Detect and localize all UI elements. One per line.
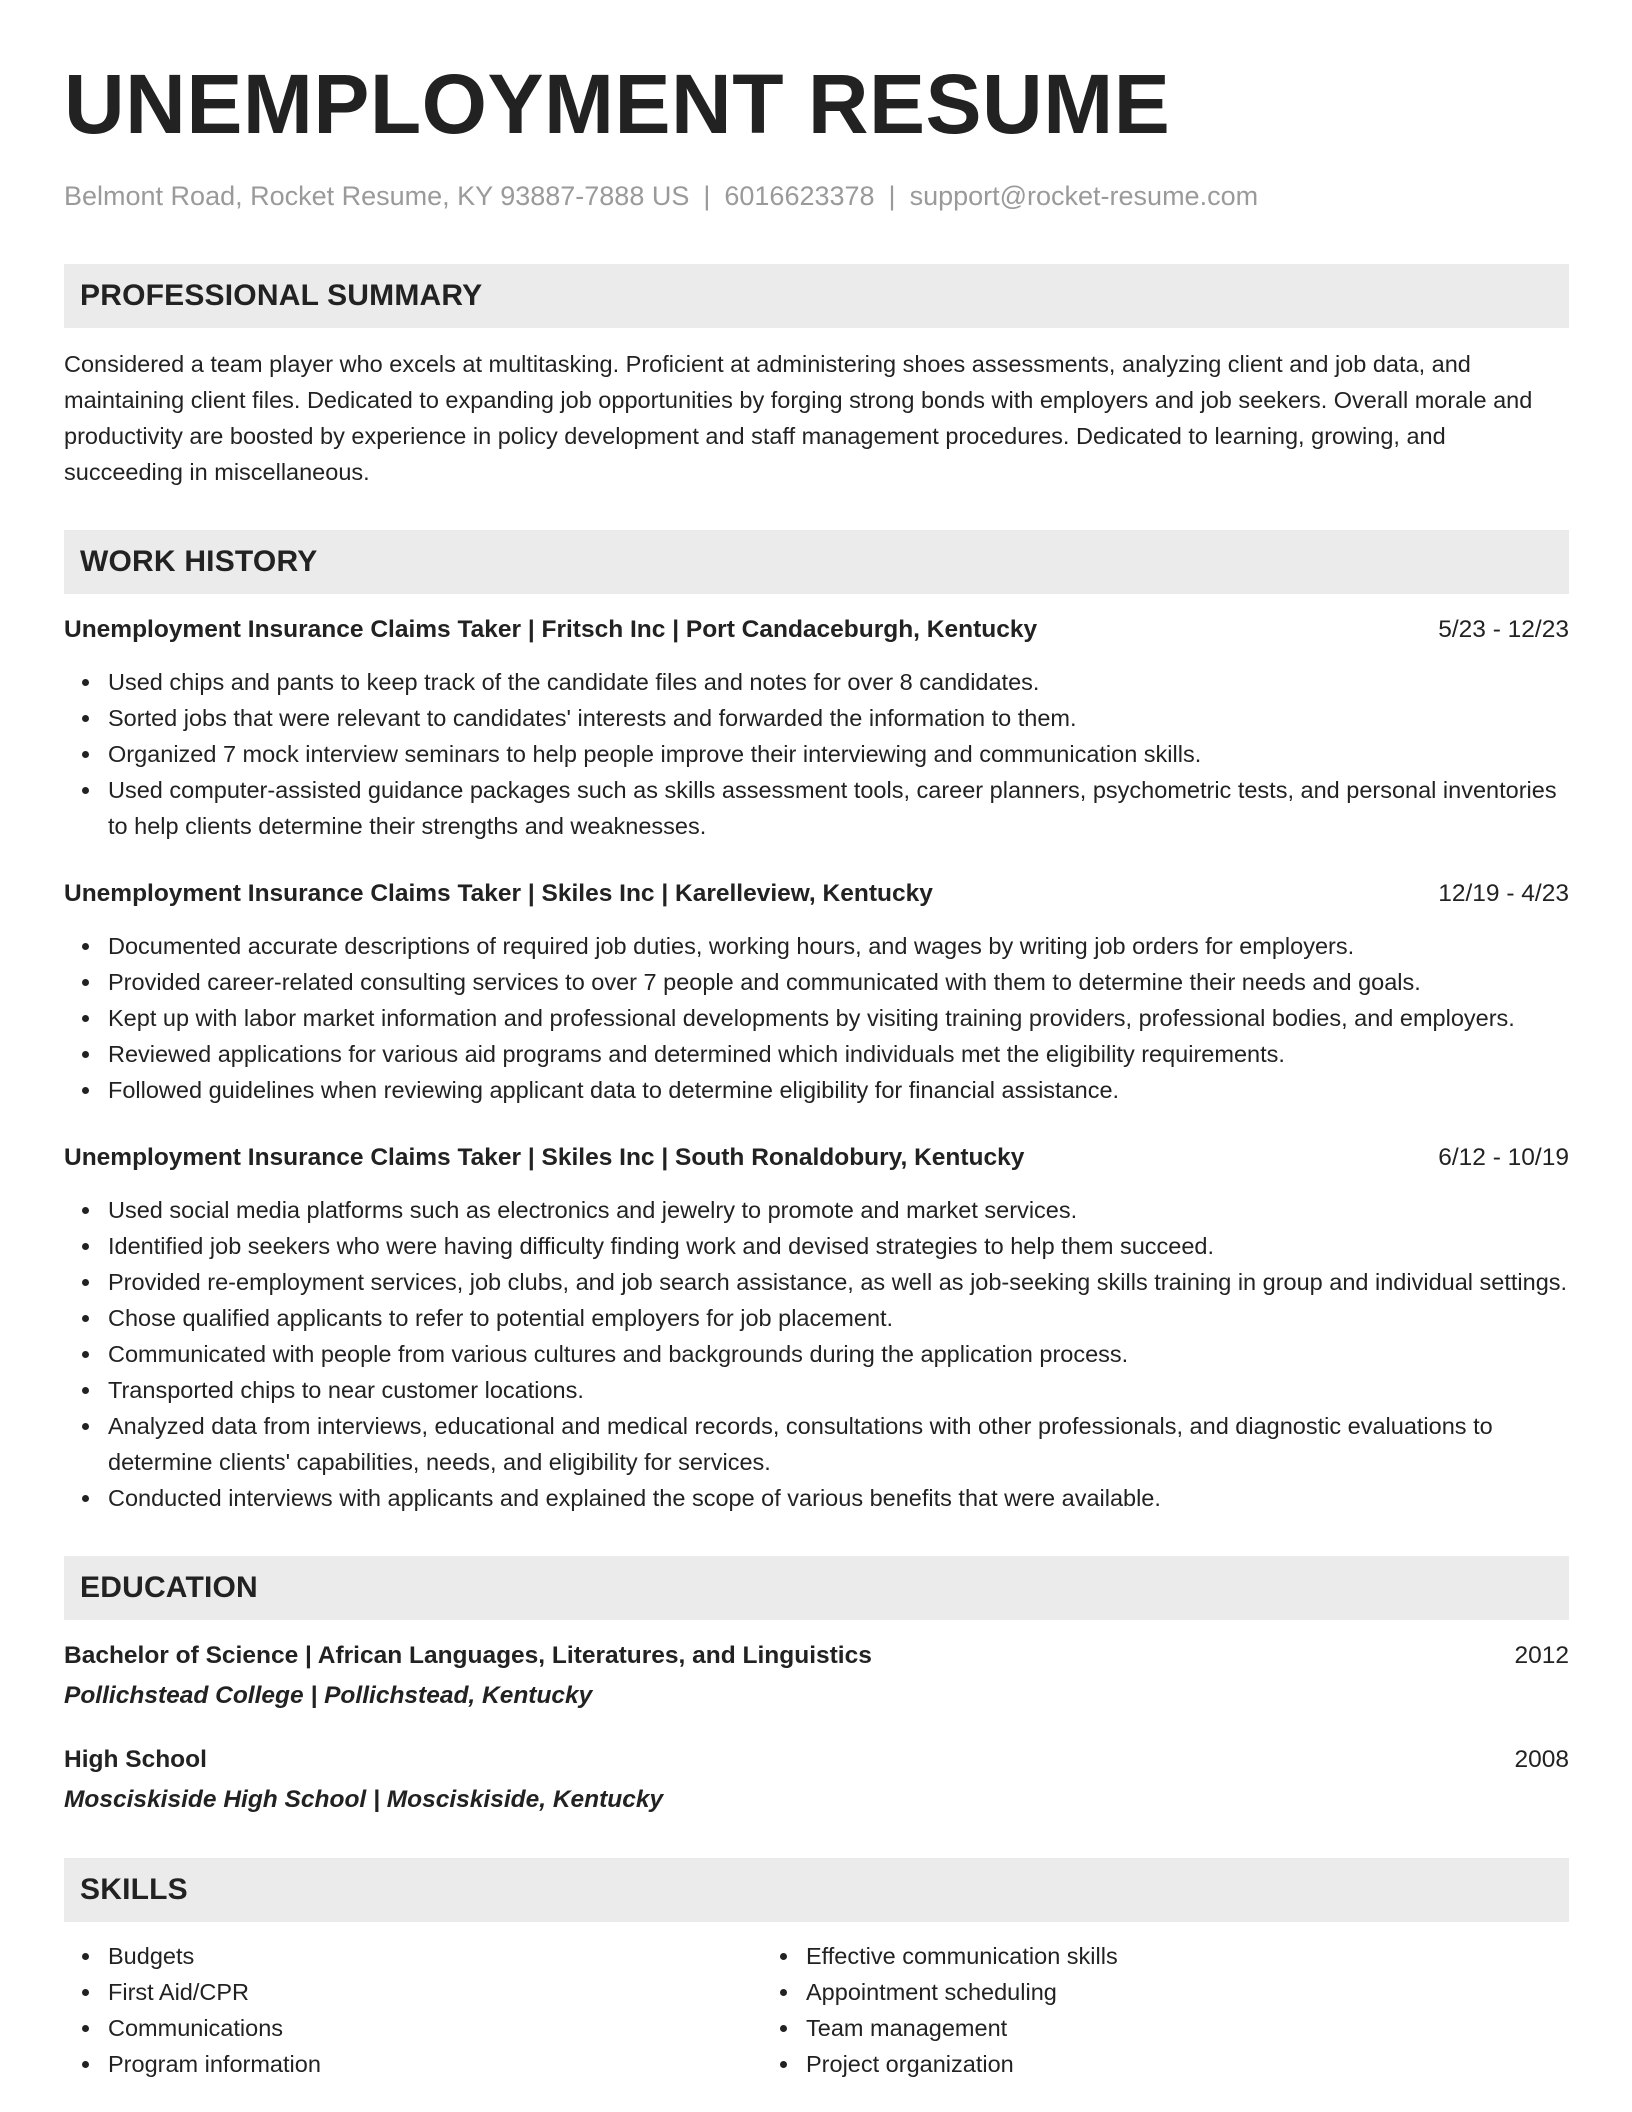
job-bullet: Transported chips to near customer locations.	[108, 1372, 1569, 1408]
education-header	[64, 1742, 1569, 1778]
education-entry	[64, 1638, 1569, 1714]
job-bullets	[64, 1192, 1569, 1516]
job-dates: 6/12 - 10/19	[1438, 1144, 1569, 1171]
job-bullets	[64, 664, 1569, 844]
education-entry	[64, 1742, 1569, 1818]
skills-list	[64, 1938, 1569, 2082]
contact-phone: 6016623378	[724, 181, 875, 211]
contact-address: Belmont Road, Rocket Resume, KY 93887-7888 US	[64, 181, 690, 211]
job-entry	[64, 1140, 1569, 1516]
skill-item: Effective communication skills	[806, 1938, 1118, 1974]
job-bullet: Sorted jobs that were relevant to candidates' interests and forwarded the information to them.	[108, 700, 1569, 736]
skills-column-1	[64, 1938, 762, 2082]
job-bullet: Used computer-assisted guidance packages such as skills assessment tools, career planners, psychometric tests, and personal inventories to help clients determine their strengths and weaknesses.	[108, 772, 1569, 844]
skill-item: Appointment scheduling	[806, 1974, 1118, 2010]
skill-item: Budgets	[108, 1938, 762, 1974]
summary-text: Considered a team player who excels at multitasking. Proficient at administering shoes assessments, analyzing client and job data, and maintaining client files. Dedicated to expanding job opportunities by forging strong bonds with employers and job seekers. Overall morale and productivity are boosted by experience in policy development and staff management procedures. Dedicated to learning, growing, and succeeding in miscellaneous.	[64, 351, 1533, 485]
education-degree: High School	[64, 1746, 207, 1773]
education-school: Mosciskiside High School | Mosciskiside, Kentucky	[64, 1786, 664, 1813]
skills-column-2	[762, 1938, 1118, 2082]
job-bullet: Documented accurate descriptions of required job duties, working hours, and wages by writing job orders for employers.	[108, 928, 1569, 964]
job-bullet: Communicated with people from various cultures and backgrounds during the application process.	[108, 1336, 1569, 1372]
skill-item: Project organization	[806, 2046, 1118, 2082]
skill-item: Program information	[108, 2046, 762, 2082]
job-bullets	[64, 928, 1569, 1108]
job-title: Unemployment Insurance Claims Taker | Fritsch Inc | Port Candaceburgh, Kentucky	[64, 616, 1038, 643]
skill-item: First Aid/CPR	[108, 1974, 762, 2010]
job-title: Unemployment Insurance Claims Taker | Skiles Inc | South Ronaldobury, Kentucky	[64, 1144, 1025, 1171]
job-bullet: Organized 7 mock interview seminars to help people improve their interviewing and communication skills.	[108, 736, 1569, 772]
education-school: Pollichstead College | Pollichstead, Kentucky	[64, 1682, 593, 1709]
job-dates: 5/23 - 12/23	[1438, 616, 1569, 643]
contact-line	[64, 178, 1569, 214]
job-bullet: Followed guidelines when reviewing applicant data to determine eligibility for financial assistance.	[108, 1072, 1569, 1108]
education-year: 2008	[1514, 1746, 1569, 1773]
job-bullet: Conducted interviews with applicants and explained the scope of various benefits that were available.	[108, 1480, 1569, 1516]
contact-separator: |	[703, 181, 711, 211]
job-bullet: Provided re-employment services, job clubs, and job search assistance, as well as job-seeking skills training in group and individual settings.	[108, 1264, 1569, 1300]
job-entry	[64, 612, 1569, 844]
resume-title: UNEMPLOYMENT RESUME	[64, 57, 1171, 151]
education-year: 2012	[1514, 1642, 1569, 1669]
job-bullet: Chose qualified applicants to refer to potential employers for job placement.	[108, 1300, 1569, 1336]
job-bullet: Provided career-related consulting services to over 7 people and communicated with them to determine their needs and goals.	[108, 964, 1569, 1000]
section-heading-education: EDUCATION	[64, 1556, 1569, 1620]
job-dates: 12/19 - 4/23	[1438, 880, 1569, 907]
education-header	[64, 1638, 1569, 1674]
job-title: Unemployment Insurance Claims Taker | Skiles Inc | Karelleview, Kentucky	[64, 880, 933, 907]
education-degree: Bachelor of Science | African Languages, Literatures, and Linguistics	[64, 1642, 872, 1669]
contact-separator: |	[888, 181, 896, 211]
job-header	[64, 612, 1569, 648]
section-heading-work-history: WORK HISTORY	[64, 530, 1569, 594]
job-header	[64, 876, 1569, 912]
section-heading-summary: PROFESSIONAL SUMMARY	[64, 264, 1569, 328]
job-bullet: Reviewed applications for various aid programs and determined which individuals met the eligibility requirements.	[108, 1036, 1569, 1072]
skill-item: Communications	[108, 2010, 762, 2046]
job-bullet: Used chips and pants to keep track of the candidate files and notes for over 8 candidates.	[108, 664, 1569, 700]
job-bullet: Identified job seekers who were having difficulty finding work and devised strategies to help them succeed.	[108, 1228, 1569, 1264]
job-entry	[64, 876, 1569, 1108]
section-heading-skills: SKILLS	[64, 1858, 1569, 1922]
contact-email: support@rocket-resume.com	[909, 181, 1259, 211]
job-bullet: Kept up with labor market information and professional developments by visiting training providers, professional bodies, and employers.	[108, 1000, 1569, 1036]
job-bullet: Analyzed data from interviews, educational and medical records, consultations with other professionals, and diagnostic evaluations to determine clients' capabilities, needs, and eligibility for services.	[108, 1408, 1569, 1480]
skill-item: Team management	[806, 2010, 1118, 2046]
job-bullet: Used social media platforms such as electronics and jewelry to promote and market services.	[108, 1192, 1569, 1228]
job-header	[64, 1140, 1569, 1176]
